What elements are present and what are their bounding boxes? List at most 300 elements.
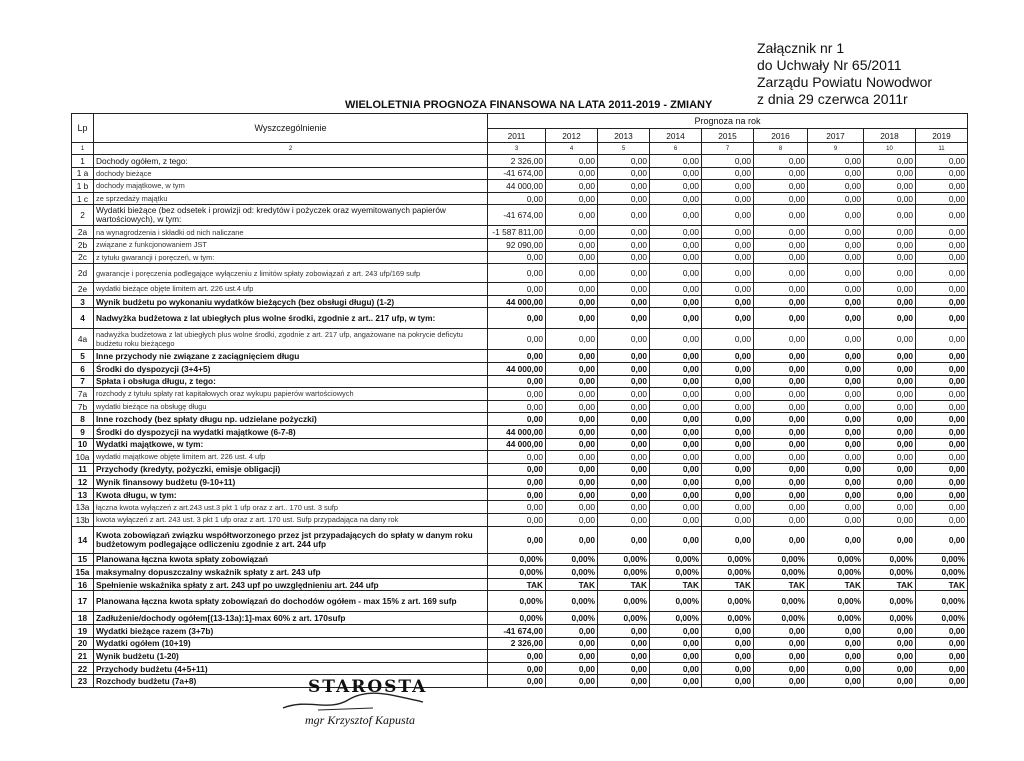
signature-icon bbox=[278, 688, 428, 716]
row-value-2014: 0,00 bbox=[650, 625, 702, 638]
row-description: Środki do dyspozycji na wydatki majątkowe (6-7-8) bbox=[94, 425, 488, 438]
row-value-2019: 0,00 bbox=[916, 476, 968, 489]
row-description: maksymalny dopuszczalny wskaźnik spłaty z art. 243 ufp bbox=[94, 566, 488, 579]
row-value-2017: 0,00 bbox=[808, 514, 864, 527]
row-value-2017: 0,00 bbox=[808, 400, 864, 413]
row-value-2014: 0,00 bbox=[650, 155, 702, 168]
row-value-2019: 0,00 bbox=[916, 425, 968, 438]
row-value-2016: 0,00 bbox=[754, 650, 808, 663]
row-value-2017: 0,00 bbox=[808, 155, 864, 168]
row-value-2017: 0,00 bbox=[808, 251, 864, 264]
row-value-2012: 0,00 bbox=[546, 413, 598, 426]
row-value-2013: 0,00 bbox=[598, 238, 650, 251]
row-value-2019: 0,00 bbox=[916, 438, 968, 451]
row-lp: 11 bbox=[72, 463, 94, 476]
row-value-2018: 0,00% bbox=[864, 591, 916, 612]
row-lp: 15 bbox=[72, 553, 94, 566]
row-value-2013: 0,00 bbox=[598, 438, 650, 451]
row-value-2018: 0,00 bbox=[864, 192, 916, 205]
row-value-2017: 0,00 bbox=[808, 413, 864, 426]
row-value-2016: 0,00 bbox=[754, 350, 808, 363]
row-value-2016: 0,00 bbox=[754, 283, 808, 296]
header-column-index: 5 bbox=[598, 143, 650, 155]
row-lp: 15a bbox=[72, 566, 94, 579]
row-value-2012: 0,00 bbox=[546, 514, 598, 527]
table-row bbox=[72, 375, 968, 388]
row-value-2017: 0,00 bbox=[808, 675, 864, 688]
row-value-2018: 0,00 bbox=[864, 167, 916, 180]
row-value-2019: 0,00 bbox=[916, 308, 968, 329]
row-value-2016: TAK bbox=[754, 578, 808, 591]
row-value-2019: 0,00 bbox=[916, 388, 968, 401]
row-value-2014: 0,00 bbox=[650, 501, 702, 514]
row-value-2015: 0,00% bbox=[702, 566, 754, 579]
row-value-2011: 0,00% bbox=[488, 553, 546, 566]
row-value-2016: 0,00 bbox=[754, 476, 808, 489]
row-value-2015: 0,00 bbox=[702, 295, 754, 308]
row-value-2012: 0,00% bbox=[546, 566, 598, 579]
row-lp: 8 bbox=[72, 413, 94, 426]
row-value-2016: 0,00 bbox=[754, 625, 808, 638]
row-value-2018: 0,00 bbox=[864, 308, 916, 329]
row-value-2012: 0,00 bbox=[546, 501, 598, 514]
row-value-2012: 0,00 bbox=[546, 463, 598, 476]
row-lp: 10a bbox=[72, 451, 94, 464]
row-description: Inne przychody nie związane z zaciągnięciem długu bbox=[94, 350, 488, 363]
row-value-2015: 0,00 bbox=[702, 155, 754, 168]
row-description: łączna kwota wyłączeń z art.243 ust.3 pkt 1 ufp oraz z art.. 170 ust. 3 sufp bbox=[94, 501, 488, 514]
row-lp: 2 bbox=[72, 205, 94, 226]
row-value-2015: 0,00 bbox=[702, 514, 754, 527]
row-lp: 3 bbox=[72, 295, 94, 308]
row-description: Wydatki bieżące razem (3+7b) bbox=[94, 625, 488, 638]
row-description: gwarancje i poręczenia podlegające wyłączeniu z limitów spłaty zobowiązań z art. 243 ufp/169 sufp bbox=[94, 264, 488, 283]
row-value-2017: 0,00 bbox=[808, 526, 864, 553]
row-value-2015: 0,00% bbox=[702, 591, 754, 612]
row-description: Inne rozchody (bez spłaty długu np. udzielane pożyczki) bbox=[94, 413, 488, 426]
starosta-stamp: STAROSTA bbox=[308, 677, 428, 697]
row-value-2018: 0,00 bbox=[864, 350, 916, 363]
row-value-2013: 0,00 bbox=[598, 463, 650, 476]
row-value-2019: 0,00 bbox=[916, 350, 968, 363]
row-description: nadwyżka budżetowa z lat ubiegłych plus wolne środki, zgodnie z art. 217 ufp, angażowane na pokrycie deficytu budżetu roku bieżącego bbox=[94, 329, 488, 350]
row-value-2014: 0,00 bbox=[650, 238, 702, 251]
table-row bbox=[72, 637, 968, 650]
row-value-2013: 0,00 bbox=[598, 329, 650, 350]
row-value-2016: 0,00 bbox=[754, 463, 808, 476]
row-value-2018: 0,00 bbox=[864, 463, 916, 476]
row-value-2016: 0,00% bbox=[754, 591, 808, 612]
row-value-2012: 0,00 bbox=[546, 251, 598, 264]
row-description: rozchody z tytułu spłaty rat kapitałowych oraz wykupu papierów wartościowych bbox=[94, 388, 488, 401]
row-value-2012: 0,00 bbox=[546, 167, 598, 180]
row-value-2019: 0,00 bbox=[916, 192, 968, 205]
table-row bbox=[72, 264, 968, 283]
row-description: Wydatki majątkowe, w tym: bbox=[94, 438, 488, 451]
row-value-2011: 0,00 bbox=[488, 283, 546, 296]
row-value-2013: 0,00% bbox=[598, 612, 650, 625]
row-value-2011: 0,00 bbox=[488, 526, 546, 553]
table-row bbox=[72, 501, 968, 514]
table-body bbox=[72, 155, 968, 688]
row-value-2012: 0,00 bbox=[546, 526, 598, 553]
row-value-2018: TAK bbox=[864, 578, 916, 591]
row-value-2014: 0,00% bbox=[650, 612, 702, 625]
table-row bbox=[72, 155, 968, 168]
table-row bbox=[72, 612, 968, 625]
row-value-2019: 0,00 bbox=[916, 362, 968, 375]
row-value-2015: 0,00 bbox=[702, 283, 754, 296]
row-value-2012: 0,00 bbox=[546, 350, 598, 363]
row-description: Przychody (kredyty, pożyczki, emisje obligacji) bbox=[94, 463, 488, 476]
row-value-2013: 0,00 bbox=[598, 192, 650, 205]
row-description: Dochody ogółem, z tego: bbox=[94, 155, 488, 168]
table-row bbox=[72, 308, 968, 329]
header-year-2012: 2012 bbox=[546, 129, 598, 143]
row-value-2011: 0,00 bbox=[488, 329, 546, 350]
row-value-2017: 0,00 bbox=[808, 637, 864, 650]
row-value-2018: 0,00 bbox=[864, 205, 916, 226]
row-lp: 2d bbox=[72, 264, 94, 283]
header-year-2017: 2017 bbox=[808, 129, 864, 143]
row-value-2017: 0,00% bbox=[808, 612, 864, 625]
header-index-row bbox=[72, 143, 968, 155]
row-value-2019: 0,00 bbox=[916, 451, 968, 464]
row-value-2018: 0,00 bbox=[864, 451, 916, 464]
row-value-2017: 0,00% bbox=[808, 591, 864, 612]
row-value-2015: 0,00 bbox=[702, 400, 754, 413]
row-value-2016: 0,00 bbox=[754, 438, 808, 451]
row-value-2011: 44 000,00 bbox=[488, 362, 546, 375]
row-value-2018: 0,00 bbox=[864, 329, 916, 350]
row-value-2017: 0,00 bbox=[808, 295, 864, 308]
row-value-2014: 0,00 bbox=[650, 463, 702, 476]
row-value-2019: 0,00 bbox=[916, 295, 968, 308]
row-value-2011: 44 000,00 bbox=[488, 425, 546, 438]
row-value-2018: 0,00 bbox=[864, 438, 916, 451]
row-value-2014: 0,00% bbox=[650, 553, 702, 566]
table-row bbox=[72, 514, 968, 527]
row-value-2012: 0,00 bbox=[546, 625, 598, 638]
header-year-2019: 2019 bbox=[916, 129, 968, 143]
row-value-2012: 0,00 bbox=[546, 425, 598, 438]
row-value-2019: 0,00 bbox=[916, 637, 968, 650]
row-value-2017: 0,00 bbox=[808, 192, 864, 205]
row-value-2011: 0,00 bbox=[488, 514, 546, 527]
row-value-2013: 0,00 bbox=[598, 413, 650, 426]
table-row bbox=[72, 400, 968, 413]
row-value-2016: 0,00 bbox=[754, 501, 808, 514]
row-value-2012: 0,00 bbox=[546, 205, 598, 226]
row-value-2017: 0,00 bbox=[808, 375, 864, 388]
header-column-index: 10 bbox=[864, 143, 916, 155]
row-value-2017: 0,00 bbox=[808, 388, 864, 401]
row-description: Przychody budżetu (4+5+11) bbox=[94, 662, 488, 675]
row-value-2013: 0,00% bbox=[598, 591, 650, 612]
row-value-2019: 0,00 bbox=[916, 514, 968, 527]
row-value-2017: 0,00 bbox=[808, 350, 864, 363]
row-value-2011: 0,00% bbox=[488, 566, 546, 579]
row-value-2019: 0,00 bbox=[916, 251, 968, 264]
row-value-2014: 0,00 bbox=[650, 514, 702, 527]
row-value-2019: 0,00% bbox=[916, 553, 968, 566]
row-value-2014: 0,00 bbox=[650, 192, 702, 205]
row-value-2016: 0,00 bbox=[754, 362, 808, 375]
row-value-2019: 0,00 bbox=[916, 463, 968, 476]
row-value-2013: 0,00 bbox=[598, 501, 650, 514]
row-value-2017: 0,00 bbox=[808, 425, 864, 438]
row-value-2014: TAK bbox=[650, 578, 702, 591]
row-value-2011: 0,00 bbox=[488, 192, 546, 205]
table-row bbox=[72, 662, 968, 675]
header-lp: Lp bbox=[72, 114, 94, 143]
table-row bbox=[72, 205, 968, 226]
table-row bbox=[72, 650, 968, 663]
row-value-2016: 0,00 bbox=[754, 295, 808, 308]
document-title: WIELOLETNIA PROGNOZA FINANSOWA NA LATA 2011-2019 - ZMIANY bbox=[345, 99, 713, 111]
row-value-2015: 0,00 bbox=[702, 526, 754, 553]
row-value-2013: 0,00 bbox=[598, 375, 650, 388]
row-value-2017: 0,00 bbox=[808, 438, 864, 451]
row-value-2019: 0,00 bbox=[916, 400, 968, 413]
row-lp: 7b bbox=[72, 400, 94, 413]
table-row bbox=[72, 451, 968, 464]
row-value-2012: 0,00 bbox=[546, 308, 598, 329]
annex-line-2: do Uchwały Nr 65/2011 bbox=[757, 57, 902, 73]
table-row bbox=[72, 350, 968, 363]
row-description: wydatki bieżące na obsługę długu bbox=[94, 400, 488, 413]
header-column-index: 6 bbox=[650, 143, 702, 155]
row-value-2019: 0,00% bbox=[916, 591, 968, 612]
row-value-2011: 92 090,00 bbox=[488, 238, 546, 251]
row-value-2013: TAK bbox=[598, 578, 650, 591]
row-value-2011: 0,00 bbox=[488, 350, 546, 363]
row-value-2019: 0,00 bbox=[916, 329, 968, 350]
row-value-2015: 0,00% bbox=[702, 553, 754, 566]
row-value-2019: 0,00 bbox=[916, 501, 968, 514]
table-row bbox=[72, 553, 968, 566]
row-value-2015: 0,00 bbox=[702, 350, 754, 363]
table-row bbox=[72, 238, 968, 251]
row-value-2012: 0,00 bbox=[546, 637, 598, 650]
row-description: Nadwyżka budżetowa z lat ubiegłych plus wolne środki, zgodnie z art.. 217 ufp, w tym: bbox=[94, 308, 488, 329]
row-value-2017: 0,00 bbox=[808, 238, 864, 251]
row-value-2017: 0,00 bbox=[808, 205, 864, 226]
row-value-2013: 0,00 bbox=[598, 251, 650, 264]
row-description: Rozchody budżetu (7a+8) bbox=[94, 675, 488, 688]
row-value-2014: 0,00 bbox=[650, 308, 702, 329]
row-value-2013: 0,00 bbox=[598, 388, 650, 401]
header-year-2018: 2018 bbox=[864, 129, 916, 143]
row-value-2015: 0,00 bbox=[702, 251, 754, 264]
row-value-2017: 0,00% bbox=[808, 553, 864, 566]
row-value-2019: TAK bbox=[916, 578, 968, 591]
row-value-2013: 0,00 bbox=[598, 283, 650, 296]
row-value-2014: 0,00 bbox=[650, 205, 702, 226]
row-value-2015: 0,00% bbox=[702, 612, 754, 625]
row-value-2013: 0,00% bbox=[598, 553, 650, 566]
row-value-2015: 0,00 bbox=[702, 362, 754, 375]
row-value-2019: 0,00 bbox=[916, 180, 968, 193]
row-value-2012: 0,00 bbox=[546, 155, 598, 168]
row-value-2015: 0,00 bbox=[702, 308, 754, 329]
row-value-2017: 0,00 bbox=[808, 488, 864, 501]
row-value-2014: 0,00 bbox=[650, 526, 702, 553]
row-description: dochody majątkowe, w tym bbox=[94, 180, 488, 193]
row-value-2015: TAK bbox=[702, 578, 754, 591]
row-description: Wydatki bieżące (bez odsetek i prowizji od: kredytów i pożyczek oraz wyemitowanych papierów wartościowych), w tym: bbox=[94, 205, 488, 226]
row-lp: 1 a bbox=[72, 167, 94, 180]
row-value-2019: 0,00 bbox=[916, 205, 968, 226]
row-value-2018: 0,00 bbox=[864, 155, 916, 168]
row-value-2011: 0,00 bbox=[488, 308, 546, 329]
annex-line-1: Załącznik nr 1 bbox=[757, 40, 845, 56]
row-value-2017: 0,00 bbox=[808, 226, 864, 239]
row-value-2018: 0,00 bbox=[864, 526, 916, 553]
row-lp: 23 bbox=[72, 675, 94, 688]
row-value-2011: 44 000,00 bbox=[488, 295, 546, 308]
row-value-2018: 0,00 bbox=[864, 362, 916, 375]
row-value-2013: 0,00 bbox=[598, 476, 650, 489]
row-value-2016: 0,00 bbox=[754, 251, 808, 264]
row-lp: 1 c bbox=[72, 192, 94, 205]
row-value-2016: 0,00 bbox=[754, 637, 808, 650]
row-value-2011: 0,00% bbox=[488, 591, 546, 612]
row-value-2019: 0,00 bbox=[916, 264, 968, 283]
row-value-2011: 0,00 bbox=[488, 662, 546, 675]
header-column-index: 7 bbox=[702, 143, 754, 155]
row-value-2012: 0,00 bbox=[546, 488, 598, 501]
row-value-2016: 0,00 bbox=[754, 155, 808, 168]
row-value-2013: 0,00 bbox=[598, 350, 650, 363]
row-value-2012: 0,00 bbox=[546, 400, 598, 413]
table-row bbox=[72, 526, 968, 553]
row-value-2013: 0,00 bbox=[598, 226, 650, 239]
row-value-2014: 0,00 bbox=[650, 662, 702, 675]
table-row bbox=[72, 625, 968, 638]
row-value-2017: 0,00 bbox=[808, 308, 864, 329]
row-value-2011: 0,00 bbox=[488, 463, 546, 476]
row-value-2014: 0,00 bbox=[650, 650, 702, 663]
row-value-2013: 0,00 bbox=[598, 155, 650, 168]
table-row bbox=[72, 463, 968, 476]
table-row bbox=[72, 362, 968, 375]
row-lp: 1 b bbox=[72, 180, 94, 193]
row-description: Wydatki ogółem (10+19) bbox=[94, 637, 488, 650]
row-value-2013: 0,00 bbox=[598, 488, 650, 501]
row-value-2013: 0,00 bbox=[598, 400, 650, 413]
row-value-2015: 0,00 bbox=[702, 476, 754, 489]
row-value-2012: 0,00% bbox=[546, 591, 598, 612]
table-row bbox=[72, 578, 968, 591]
row-value-2012: 0,00 bbox=[546, 362, 598, 375]
row-value-2013: 0,00 bbox=[598, 662, 650, 675]
row-value-2013: 0,00 bbox=[598, 308, 650, 329]
row-value-2012: 0,00 bbox=[546, 375, 598, 388]
row-value-2018: 0,00 bbox=[864, 675, 916, 688]
row-value-2014: 0,00% bbox=[650, 566, 702, 579]
table-row bbox=[72, 388, 968, 401]
header-column-index: 8 bbox=[754, 143, 808, 155]
row-value-2014: 0,00 bbox=[650, 167, 702, 180]
row-value-2015: 0,00 bbox=[702, 650, 754, 663]
row-value-2015: 0,00 bbox=[702, 438, 754, 451]
row-value-2014: 0,00 bbox=[650, 264, 702, 283]
row-value-2017: 0,00 bbox=[808, 264, 864, 283]
row-value-2019: 0,00 bbox=[916, 625, 968, 638]
row-value-2014: 0,00 bbox=[650, 637, 702, 650]
table-header bbox=[72, 114, 968, 155]
row-lp: 4a bbox=[72, 329, 94, 350]
row-value-2011: TAK bbox=[488, 578, 546, 591]
row-lp: 14 bbox=[72, 526, 94, 553]
row-value-2019: 0,00 bbox=[916, 488, 968, 501]
row-value-2018: 0,00 bbox=[864, 476, 916, 489]
row-value-2019: 0,00 bbox=[916, 526, 968, 553]
row-value-2016: 0,00 bbox=[754, 400, 808, 413]
row-value-2011: 0,00 bbox=[488, 388, 546, 401]
table-row bbox=[72, 283, 968, 296]
table-row bbox=[72, 295, 968, 308]
row-lp: 18 bbox=[72, 612, 94, 625]
row-value-2014: 0,00 bbox=[650, 362, 702, 375]
row-value-2014: 0,00 bbox=[650, 451, 702, 464]
row-value-2015: 0,00 bbox=[702, 226, 754, 239]
row-value-2014: 0,00 bbox=[650, 413, 702, 426]
row-value-2015: 0,00 bbox=[702, 375, 754, 388]
row-description: Wynik budżetu (1-20) bbox=[94, 650, 488, 663]
row-value-2014: 0,00 bbox=[650, 400, 702, 413]
row-value-2018: 0,00 bbox=[864, 226, 916, 239]
header-year-2014: 2014 bbox=[650, 129, 702, 143]
row-value-2015: 0,00 bbox=[702, 675, 754, 688]
table-row bbox=[72, 329, 968, 350]
row-value-2017: 0,00 bbox=[808, 625, 864, 638]
row-value-2015: 0,00 bbox=[702, 388, 754, 401]
row-description: dochody bieżące bbox=[94, 167, 488, 180]
row-value-2011: -41 674,00 bbox=[488, 205, 546, 226]
row-value-2019: 0,00 bbox=[916, 238, 968, 251]
row-value-2013: 0,00 bbox=[598, 205, 650, 226]
row-description: Wynik finansowy budżetu (9-10+11) bbox=[94, 476, 488, 489]
row-description: Środki do dyspozycji (3+4+5) bbox=[94, 362, 488, 375]
row-value-2014: 0,00 bbox=[650, 329, 702, 350]
table-row bbox=[72, 425, 968, 438]
table-row bbox=[72, 488, 968, 501]
row-value-2013: 0,00 bbox=[598, 526, 650, 553]
row-value-2012: 0,00 bbox=[546, 192, 598, 205]
row-value-2017: 0,00 bbox=[808, 463, 864, 476]
row-value-2019: 0,00 bbox=[916, 662, 968, 675]
row-value-2015: 0,00 bbox=[702, 425, 754, 438]
table-row bbox=[72, 413, 968, 426]
row-value-2018: 0,00 bbox=[864, 400, 916, 413]
row-value-2018: 0,00 bbox=[864, 413, 916, 426]
row-value-2011: -1 587 811,00 bbox=[488, 226, 546, 239]
row-value-2016: 0,00 bbox=[754, 238, 808, 251]
row-lp: 13b bbox=[72, 514, 94, 527]
row-value-2019: 0,00 bbox=[916, 167, 968, 180]
row-value-2019: 0,00% bbox=[916, 566, 968, 579]
row-value-2019: 0,00 bbox=[916, 375, 968, 388]
row-value-2016: 0,00 bbox=[754, 388, 808, 401]
header-column-index: 2 bbox=[94, 143, 488, 155]
row-value-2016: 0,00 bbox=[754, 413, 808, 426]
row-value-2015: 0,00 bbox=[702, 192, 754, 205]
table-row bbox=[72, 566, 968, 579]
row-lp: 13 bbox=[72, 488, 94, 501]
row-value-2015: 0,00 bbox=[702, 205, 754, 226]
